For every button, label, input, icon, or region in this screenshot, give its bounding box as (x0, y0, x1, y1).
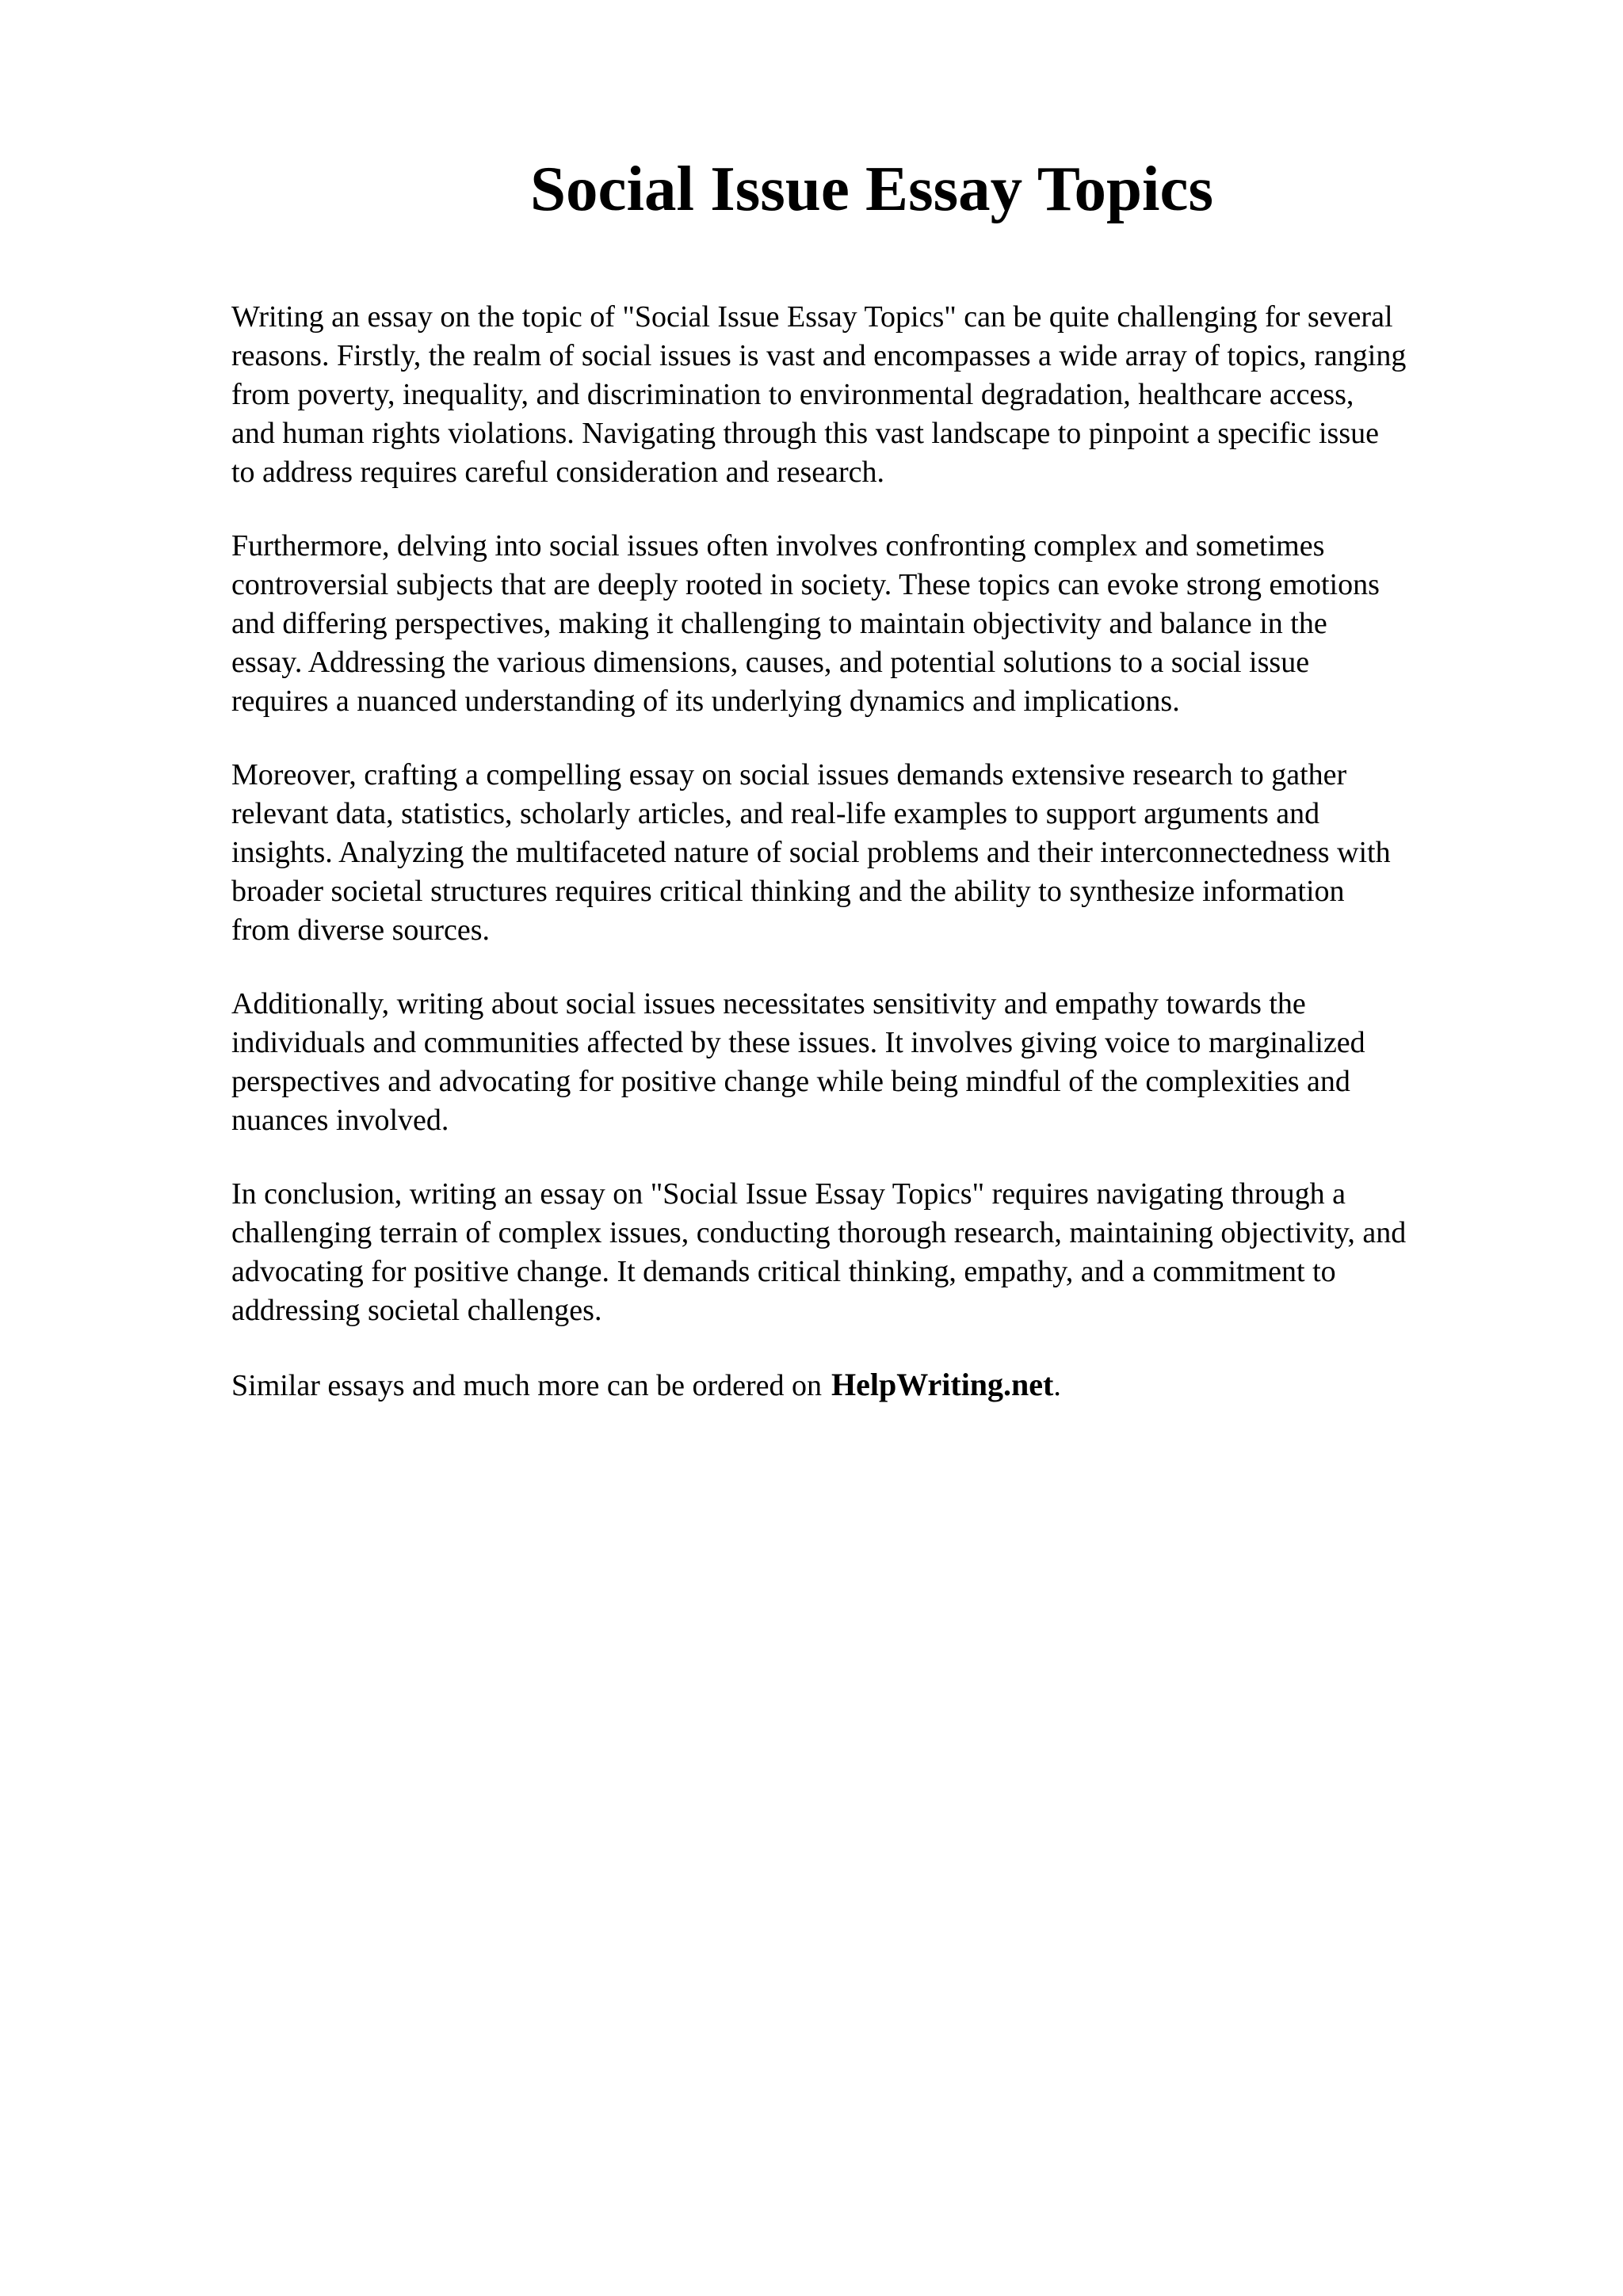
text-line: individuals and communities affected by these issues. It involves giving voice to marginalized (231, 1026, 1365, 1059)
closing-line (231, 1365, 1531, 1405)
text-line: relevant data, statistics, scholarly articles, and real-life examples to support arguments and (231, 797, 1320, 830)
text-line: advocating for positive change. It demands critical thinking, empathy, and a commitment to (231, 1255, 1336, 1288)
paragraph-intro (231, 298, 1531, 492)
closing-text: Similar essays and much more can be ordered on (231, 1369, 822, 1402)
text-line: Furthermore, delving into social issues often involves confronting complex and sometimes (231, 529, 1325, 563)
text-line: from diverse sources. (231, 913, 491, 947)
text-line: to address requires careful consideration and research. (231, 456, 885, 489)
text-line: challenging terrain of complex issues, conducting thorough research, maintaining objectivity, and (231, 1216, 1407, 1249)
paragraph-additionally (231, 985, 1531, 1140)
text-line: insights. Analyzing the multifaceted nature of social problems and their interconnectedness with (231, 836, 1391, 869)
text-line: nuances involved. (231, 1104, 449, 1137)
text-line: Writing an essay on the topic of "Social Issue Essay Topics" can be quite challenging for several (231, 300, 1393, 334)
text-line: addressing societal challenges. (231, 1294, 602, 1327)
document-body (231, 298, 1531, 1405)
text-line: Moreover, crafting a compelling essay on social issues demands extensive research to gather (231, 758, 1347, 791)
text-line: controversial subjects that are deeply rooted in society. These topics can evoke strong emotions (231, 568, 1380, 601)
text-line: requires a nuanced understanding of its underlying dynamics and implications. (231, 685, 1180, 718)
text-line: broader societal structures requires critical thinking and the ability to synthesize information (231, 875, 1345, 908)
text-line: In conclusion, writing an essay on "Social Issue Essay Topics" requires navigating through a (231, 1177, 1346, 1211)
paragraph-conclusion (231, 1175, 1531, 1330)
text-line: Additionally, writing about social issues necessitates sensitivity and empathy towards the (231, 987, 1306, 1020)
text-line: perspectives and advocating for positive change while being mindful of the complexities and (231, 1065, 1350, 1098)
paragraph-moreover (231, 756, 1531, 950)
paragraph-furthermore (231, 527, 1531, 721)
text-line: reasons. Firstly, the realm of social issues is vast and encompasses a wide array of topics, ranging (231, 339, 1407, 372)
text-line: and human rights violations. Navigating through this vast landscape to pinpoint a specific issue (231, 417, 1379, 450)
helpwriting-link[interactable]: HelpWriting.net (831, 1367, 1054, 1402)
text-line: essay. Addressing the various dimensions, causes, and potential solutions to a social issue (231, 646, 1310, 679)
text-line: and differing perspectives, making it challenging to maintain objectivity and balance in the (231, 607, 1327, 640)
text-line: from poverty, inequality, and discrimination to environmental degradation, healthcare access, (231, 378, 1354, 411)
closing-period: . (1053, 1369, 1061, 1402)
document-title: Social Issue Essay Topics (529, 153, 1214, 224)
